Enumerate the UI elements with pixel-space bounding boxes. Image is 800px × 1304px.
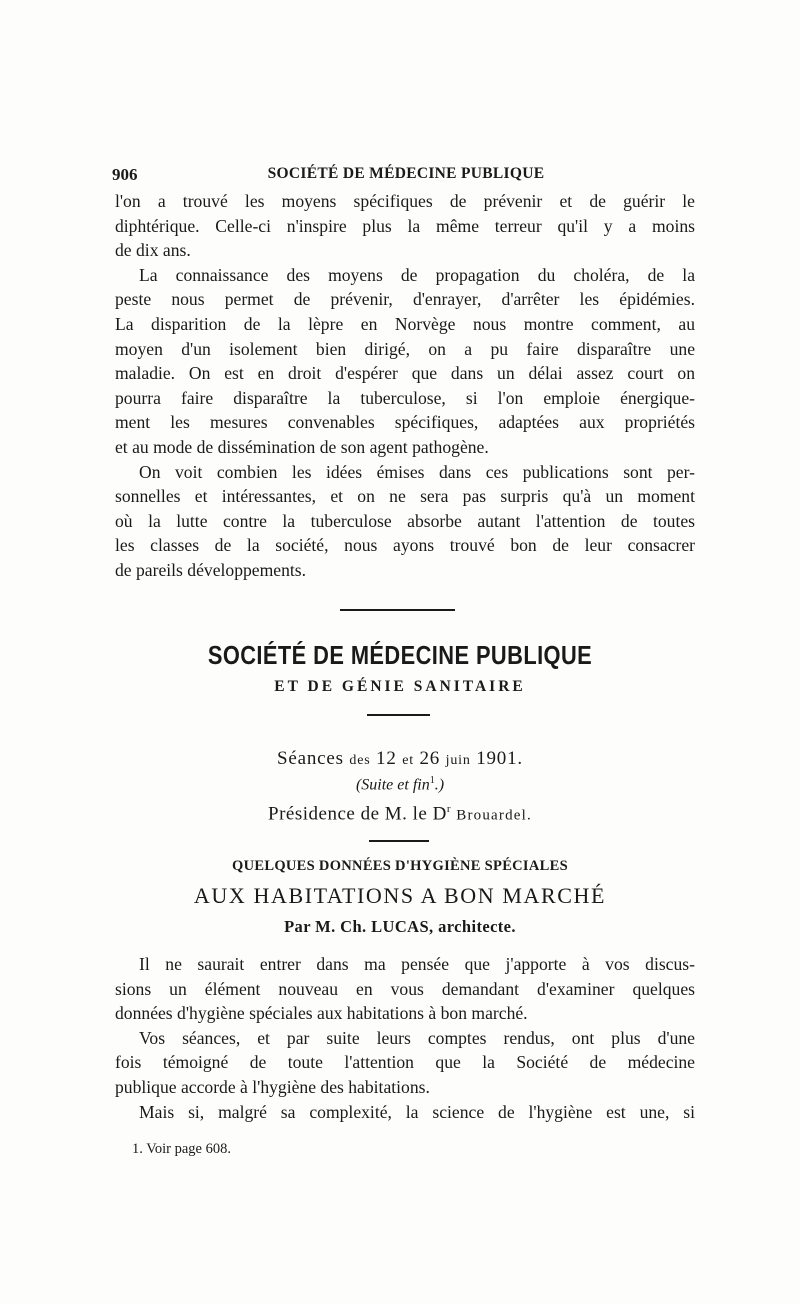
article-body [115,952,695,1124]
presidence-line [100,803,700,825]
text-line: pourra faire disparaître la tuberculose, si l'on emploie énergique- [115,387,695,408]
presidence-text: Présidence de M. le D [268,803,447,825]
text-line: et au mode de dissémination de son agent pathogène. [115,436,489,457]
text-line: diphtérique. Celle-ci n'inspire plus la même terreur qu'il y a moins [115,215,695,236]
running-title: SOCIÉTÉ DE MÉDECINE PUBLIQUE [267,165,545,182]
text-line: fois témoigné de toute l'attention que la Société de médecine [115,1052,695,1073]
text-line: moyen d'un isolement bien dirigé, on a pu faire disparaître une [115,338,695,359]
text-line: La disparition de la lèpre en Norvège nous montre comment, au [115,313,695,334]
society-subtitle: ET DE GÉNIE SANITAIRE [274,678,526,695]
running-head [112,165,700,187]
footnote-reference: 1 [429,775,435,786]
text-line: de dix ans. [115,240,191,261]
presidence-divider-rule [369,840,429,842]
text-line: Mais si, malgré sa complexité, la science de l'hygiène est une, si [139,1101,695,1122]
presidence-title-sup: r [446,803,451,815]
text-line: sonnelles et intéressantes, et on ne sera pas surpris qu'à un moment [115,486,695,507]
text-line: où la lutte contre la tuberculose absorbe autant l'attention de toutes [115,510,695,531]
suite-text: Suite et fin [361,776,430,794]
president-name: Brouardel. [456,807,532,824]
text-line: publique accorde à l'hygiène des habitations. [115,1076,430,1097]
article-byline: Par M. Ch. LUCAS, architecte. [284,917,516,936]
text-line: La connaissance des moyens de propagation du choléra, de la [139,264,695,285]
suite-close-paren: .) [434,776,445,794]
sessions-day-2: 26 [419,748,441,769]
footnote: 1. Voir page 608. [132,1141,231,1157]
text-line: l'on a trouvé les moyens spécifiques de prévenir et de guérir le [115,191,695,211]
sessions-et: et [402,753,414,768]
sessions-word: Séances [277,748,344,769]
text-line: sions un élément nouveau en vous demandant d'examiner quelques [115,978,695,999]
continued-text-body [115,189,695,583]
article-title: AUX HABITATIONS A BON MARCHÉ [193,883,607,908]
text-line: de pareils développements. [115,559,307,580]
text-line: peste nous permet de prévenir, d'enrayer, d'arrêter les épidémies. [115,289,695,310]
text-line: Vos séances, et par suite leurs comptes rendus, ont plus d'une [139,1027,695,1048]
sessions-des: des [349,753,371,768]
subtitle-divider-rule [367,714,430,716]
text-line: données d'hygiène spéciales aux habitations à bon marché. [115,1003,528,1024]
text-line: ment les mesures convenables spécifiques, adaptées aux propriétés [115,412,695,433]
suite-open-paren: ( [355,776,362,794]
text-line: maladie. On est en droit d'espérer que dans un délai assez court on [115,363,695,384]
society-title: SOCIÉTÉ DE MÉDECINE PUBLIQUE [207,640,593,670]
sessions-year: 1901. [476,748,523,769]
text-line: Il ne saurait entrer dans ma pensée que j'apporte à vos discus- [139,954,695,974]
page-number: 906 [112,165,138,184]
text-line: les classes de la société, nous ayons trouvé bon de leur consacrer [115,535,695,556]
sessions-month: juin [445,753,471,768]
text-line: On voit combien les idées émises dans ces publications sont per- [139,461,695,482]
sessions-day-1: 12 [376,748,397,769]
sessions-dates [100,748,700,770]
section-divider-rule [340,609,455,611]
article-kicker: QUELQUES DONNÉES D'HYGIÈNE SPÉCIALES [232,858,568,874]
suite-et-fin [100,775,700,794]
